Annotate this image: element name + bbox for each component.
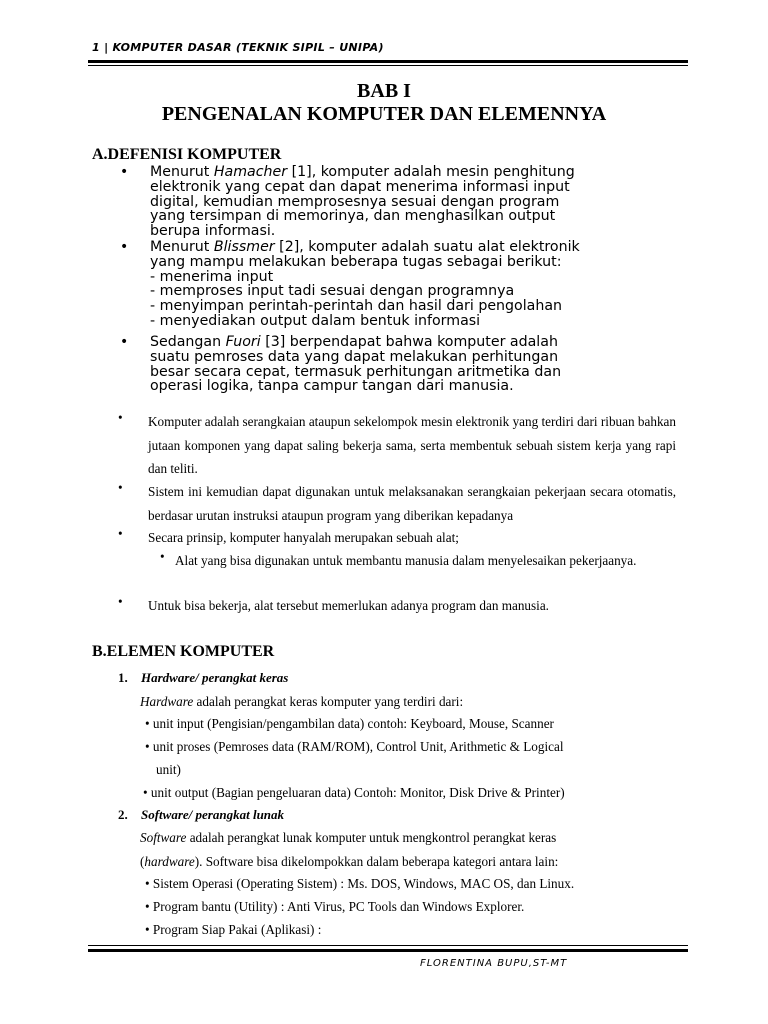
definition-quote bbox=[120, 240, 680, 332]
quote-line: Menurut Blissmer [2], komputer adalah suatu alat elektronik bbox=[150, 239, 580, 255]
bullet: • bbox=[120, 334, 129, 350]
chapter-title: PENGENALAN KOMPUTER DAN ELEMENNYA bbox=[161, 103, 607, 125]
point-text: Sistem ini kemudian dapat digunakan untuk melaksanakan serangkaian pekerjaan secara otomatis, berdasar urutan instruksi ataupun program yang diberikan kepadanya bbox=[148, 484, 676, 523]
bullet: • bbox=[118, 526, 123, 541]
intro-text: adalah perangkat lunak komputer untuk mengkontrol perangkat keras bbox=[186, 830, 557, 845]
footer-rule-thin bbox=[88, 945, 688, 946]
intro-text: adalah perangkat keras komputer yang terdiri dari: bbox=[193, 694, 464, 709]
hardware-intro bbox=[140, 690, 680, 714]
quote-line: suatu pemroses data yang dapat melakukan perhitungan bbox=[150, 348, 559, 365]
bullet: • bbox=[120, 164, 129, 180]
quote-line: - memproses input tadi sesuai dengan programnya bbox=[150, 283, 515, 300]
quote-line: digital, kemudian memprosesnya sesuai dengan program bbox=[150, 193, 560, 210]
list-item: • Program Siap Pakai (Aplikasi) : bbox=[145, 922, 322, 937]
point-text: Untuk bisa bekerja, alat tersebut memerlukan adanya program dan manusia. bbox=[148, 598, 549, 613]
chapter-number: BAB I bbox=[357, 80, 411, 102]
list-item: • Program bantu (Utility) : Anti Virus, PC Tools dan Windows Explorer. bbox=[145, 899, 525, 914]
bullet: • bbox=[118, 594, 123, 609]
header-rule-thin bbox=[88, 65, 688, 66]
italic-term: Software bbox=[140, 830, 187, 845]
page-footer: FLORENTINA BUPU,ST-MT bbox=[420, 958, 568, 969]
point-text: Komputer adalah serangkaian ataupun sekelompok mesin elektronik yang terdiri dari ribuan bahkan jutaan komponen yang dapat saling bekerja sama, serta membentuk sebuah sistem kerja yang rapi dan teliti. bbox=[148, 414, 676, 476]
intro-text: ). Software bisa dikelompokkan dalam beberapa kategori antara lain: bbox=[194, 853, 559, 869]
definition-quote bbox=[120, 165, 680, 241]
quote-line: operasi logika, tanpa campur tangan dari manusia. bbox=[150, 378, 514, 395]
author-name: Hamacher bbox=[213, 164, 288, 180]
point-text: Alat yang bisa digunakan untuk membantu manusia dalam menyelesaikan pekerjaanya. bbox=[175, 553, 637, 568]
quote-line: besar secara cepat, termasuk perhitungan aritmetika dan bbox=[150, 363, 562, 380]
subsection-title: Software/ perangkat lunak bbox=[141, 807, 285, 822]
list-item: • Sistem Operasi (Operating Sistem) : Ms. DOS, Windows, MAC OS, dan Linux. bbox=[145, 876, 575, 891]
quote-line: yang mampu melakukan beberapa tugas sebagai berikut: bbox=[150, 253, 562, 270]
header-rule bbox=[88, 60, 688, 63]
point-text: Secara prinsip, komputer hanyalah merupakan sebuah alat; bbox=[148, 530, 459, 545]
bullet: • bbox=[160, 549, 165, 564]
list-item: • unit input (Pengisian/pengambilan data) contoh: Keyboard, Mouse, Scanner bbox=[145, 716, 554, 731]
list-item: • unit proses (Pemroses data (RAM/ROM), Control Unit, Arithmetic & Logical bbox=[145, 739, 564, 754]
quote-line: Sedangan Fuori [3] berpendapat bahwa komputer adalah bbox=[150, 334, 558, 350]
author-name: Fuori bbox=[225, 334, 261, 350]
list-number: 2. bbox=[118, 807, 128, 822]
paren: ( bbox=[140, 853, 145, 869]
italic-term: hardware bbox=[144, 853, 195, 869]
list-number: 1. bbox=[118, 670, 128, 685]
italic-term: Hardware bbox=[140, 694, 194, 709]
list-item: unit) bbox=[156, 762, 181, 777]
footer-rule bbox=[88, 949, 688, 952]
bullet: • bbox=[120, 239, 129, 255]
list-item: • unit output (Bagian pengeluaran data) Contoh: Monitor, Disk Drive & Printer) bbox=[143, 785, 565, 800]
quote-line: elektronik yang cepat dan dapat menerima informasi input bbox=[150, 178, 570, 195]
quote-line: - menerima input bbox=[150, 268, 274, 285]
bullet: • bbox=[118, 410, 123, 425]
quote-line: - menyediakan output dalam bentuk informasi bbox=[150, 312, 481, 329]
quote-line: - menyimpan perintah-perintah dan hasil dari pengolahan bbox=[150, 298, 563, 315]
subsection-title: Hardware/ perangkat keras bbox=[141, 670, 289, 685]
author-name: Blissmer bbox=[213, 239, 275, 255]
quote-line: yang tersimpan di memorinya, dan menghasilkan output bbox=[150, 208, 556, 225]
quote-line: berupa informasi. bbox=[150, 223, 276, 240]
bullet: • bbox=[118, 480, 123, 495]
page-header: 1 | KOMPUTER DASAR (TEKNIK SIPIL – UNIPA) bbox=[92, 41, 384, 54]
section-b-heading: B.ELEMEN KOMPUTER bbox=[92, 643, 275, 660]
quote-line: Menurut Hamacher [1], komputer adalah mesin penghitung bbox=[150, 164, 575, 180]
section-a-heading: A.DEFENISI KOMPUTER bbox=[92, 146, 282, 163]
definition-quote bbox=[120, 335, 680, 397]
software-intro bbox=[140, 826, 680, 873]
